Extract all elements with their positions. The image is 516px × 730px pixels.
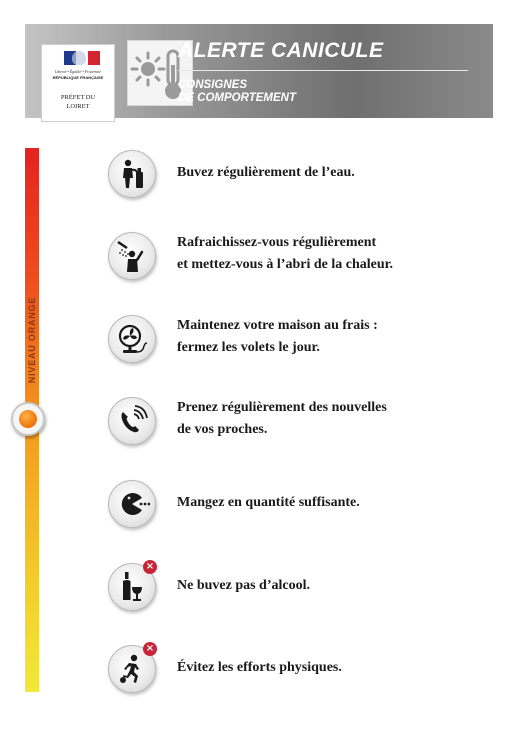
advice-item [108,645,488,701]
logo-prefect-line1: PRÉFET DU [60,94,96,101]
banner-subtitle [178,79,296,105]
advice-item [108,397,488,453]
running-icon [108,645,156,693]
advice-item [108,232,488,288]
alert-level-marker [11,402,45,436]
advice-text [177,575,310,597]
alcohol-icon [108,563,156,611]
banner-divider [178,70,468,71]
header-banner [25,24,493,118]
advice-line1: Prenez régulièrement des nouvelles [177,400,387,415]
advice-item [108,563,488,619]
logo-motto: Liberté • Égalité • Fraternité [54,69,102,74]
advice-line2: de vos proches. [177,422,268,437]
banner-subtitle-line1: CONSIGNES [178,79,248,91]
advice-text [177,492,360,514]
advice-item [108,315,488,371]
advice-text [177,315,378,359]
orange-level-dot [19,410,37,428]
alert-level-label: NIVEAU ORANGE [27,296,37,384]
drinking-water-icon [108,150,156,198]
advice-line2: fermez les volets le jour. [177,340,320,355]
advice-text [177,162,355,184]
advice-text [177,397,387,441]
advice-line2: et mettez-vous à l’abri de la chaleur. [177,257,394,272]
advice-line1: Ne buvez pas d’alcool. [177,578,310,593]
logo-prefect-line2: LOIRET [66,103,90,110]
advice-line1: Buvez régulièrement de l’eau. [177,165,355,180]
forbidden-badge-icon: × [143,560,157,574]
eating-icon [108,480,156,528]
advice-line1: Maintenez votre maison au frais : [177,318,378,333]
advice-text [177,657,342,679]
logo-prefect [44,93,112,111]
phone-icon [108,397,156,445]
marianne-icon [72,51,86,65]
logo-republic: RÉPUBLIQUE FRANÇAISE [52,75,104,80]
prefecture-logo [41,44,115,122]
shower-icon [108,232,156,280]
fan-icon [108,315,156,363]
advice-line1: Mangez en quantité suffisante. [177,495,360,510]
advice-line1: Rafraichissez-vous régulièrement [177,235,377,250]
banner-title: ALERTE CANICULE [178,39,384,62]
advice-text [177,232,393,276]
advice-line1: Évitez les efforts physiques. [177,660,342,675]
advice-item [108,480,488,536]
banner-subtitle-line2: DE COMPORTEMENT [178,92,296,104]
forbidden-badge-icon: × [143,642,157,656]
advice-item [108,150,488,206]
